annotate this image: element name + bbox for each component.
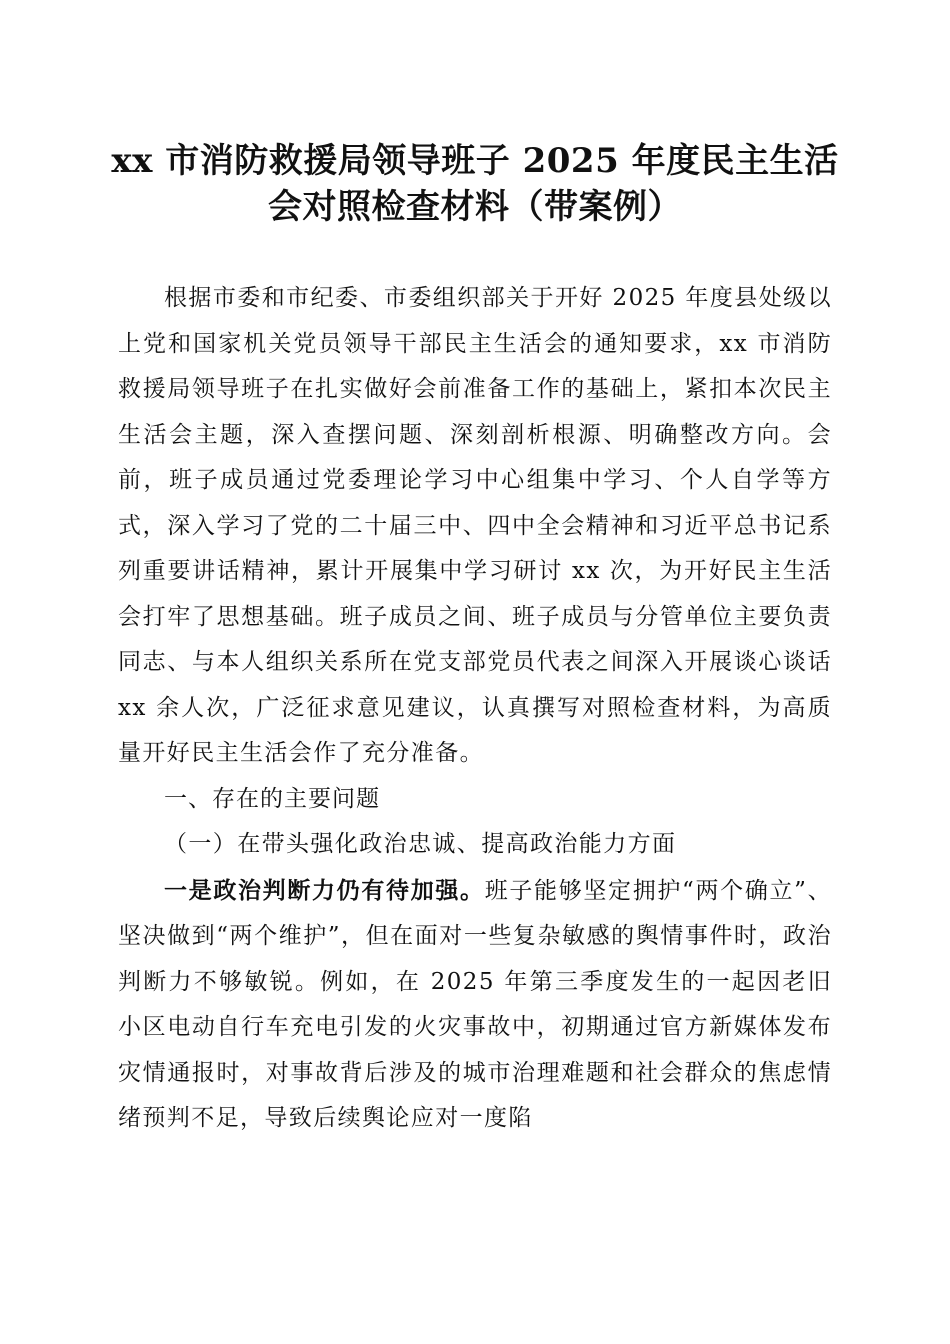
document-body	[118, 276, 832, 1142]
title-line-2: 会对照检查材料（带案例）	[268, 187, 682, 227]
intro-paragraph: 根据市委和市纪委、市委组织部关于开好 2025 年度县处级以上党和国家机关党员领导干部民主生活会的通知要求，xx 市消防救援局领导班子在扎实做好会前准备工作的基础上，紧扣本次民主生活会主题，深入查摆问题、深刻剖析根源、明确整改方向。会前，班子成员通过党委理论学习中心组集中学习、个人自学等方式，深入学习了党的二十届三中、四中全会精神和习近平总书记系列重要讲话精神，累计开展集中学习研讨 xx 次，为开好民主生活会打牢了思想基础。班子成员之间、班子成员与分管单位主要负责同志、与本人组织关系所在党支部党员代表之间深入开展谈心谈话 xx 余人次，广泛征求意见建议，认真撰写对照检查材料，为高质量开好民主生活会作了充分准备。	[118, 285, 832, 766]
point-paragraph	[118, 868, 832, 1142]
point-text: 班子能够坚定拥护“两个确立”、坚决做到“两个维护”，但在面对一些复杂敏感的舆情事件时，政治判断力不够敏锐。例如，在 2025 年第三季度发生的一起因老旧小区电动自行车充电引发的火灾事故中，初期通过官方新媒体发布灾情通报时，对事故背后涉及的城市治理难题和社会群众的焦虑情绪预判不足，导致后续舆论应对一度陷	[118, 877, 832, 1131]
title-line-1: xx 市消防救援局领导班子 2025 年度民主生活	[111, 141, 839, 181]
document-title	[100, 138, 850, 230]
section-heading: 一、存在的主要问题	[164, 785, 380, 812]
point-lead: 一是政治判断力仍有待加强。	[164, 876, 485, 904]
subsection-heading: （一）在带头强化政治忠诚、提高政治能力方面	[164, 831, 677, 857]
